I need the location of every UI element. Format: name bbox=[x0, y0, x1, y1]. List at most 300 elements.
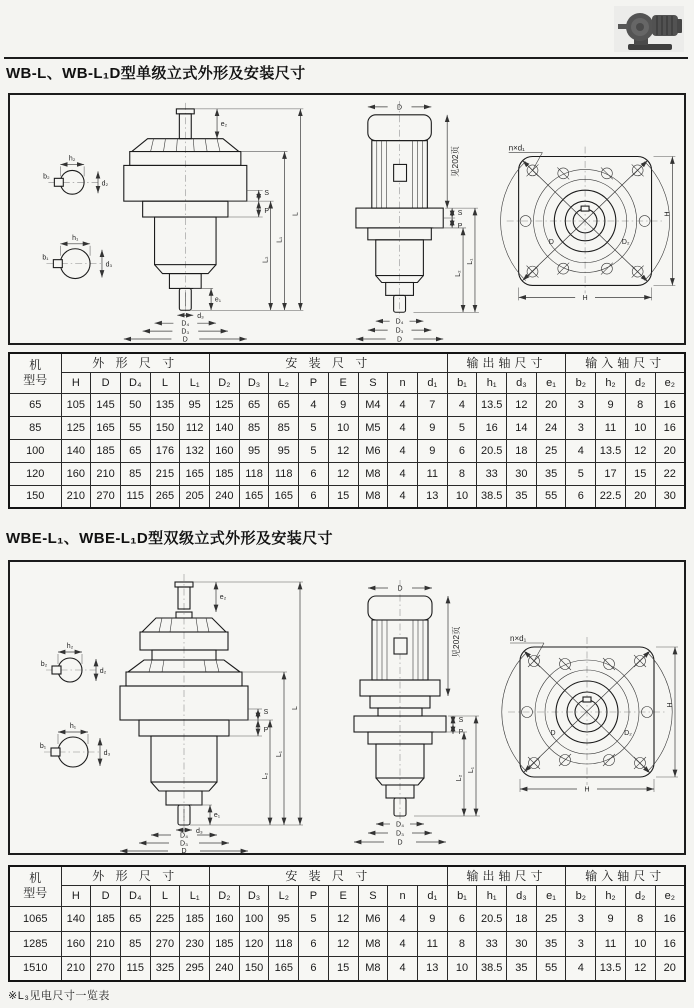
value-cell: 16 bbox=[477, 416, 507, 439]
value-cell: 6 bbox=[299, 956, 329, 981]
value-cell: 125 bbox=[210, 393, 240, 416]
table-row bbox=[9, 439, 685, 462]
column-header: d₁ bbox=[417, 885, 447, 906]
dim-label-plan-h-bottom: H bbox=[584, 786, 590, 794]
value-cell: 185 bbox=[180, 906, 210, 931]
value-cell: 165 bbox=[269, 956, 299, 981]
dim-label-plan-d2: D₂ bbox=[621, 238, 630, 246]
value-cell: 65 bbox=[120, 439, 150, 462]
value-cell: 65 bbox=[239, 393, 269, 416]
top-rule bbox=[4, 57, 688, 59]
value-cell: 145 bbox=[91, 393, 121, 416]
dim-label-d3-elev: d₃ bbox=[196, 828, 203, 835]
value-cell: 22 bbox=[655, 462, 685, 485]
dim-label-motor-d: D bbox=[397, 585, 403, 593]
column-header: h₁ bbox=[477, 372, 507, 393]
value-cell: 12 bbox=[625, 956, 655, 981]
model-cell: 65 bbox=[9, 393, 61, 416]
value-cell: 33 bbox=[477, 931, 507, 956]
value-cell: 16 bbox=[655, 906, 685, 931]
value-cell: 35 bbox=[507, 956, 537, 981]
value-cell: M8 bbox=[358, 931, 388, 956]
value-cell: 176 bbox=[150, 439, 180, 462]
dim-label-p: P bbox=[264, 208, 269, 216]
dim-label-motor-s: S bbox=[458, 717, 464, 724]
value-cell: 85 bbox=[120, 931, 150, 956]
column-header: h₂ bbox=[596, 885, 626, 906]
value-cell: 120 bbox=[239, 931, 269, 956]
column-header: D₄ bbox=[120, 372, 150, 393]
value-cell: 140 bbox=[61, 906, 91, 931]
value-cell: 12 bbox=[328, 906, 358, 931]
model-cell: 85 bbox=[9, 416, 61, 439]
model-cell: 1510 bbox=[9, 956, 61, 981]
value-cell: 4 bbox=[388, 439, 418, 462]
column-group-header: 输出轴尺寸 bbox=[447, 866, 566, 885]
value-cell: 240 bbox=[210, 485, 240, 508]
column-header: d₂ bbox=[625, 372, 655, 393]
dimension-table-single-stage bbox=[8, 352, 686, 509]
input-shaft-section-drawing bbox=[43, 155, 108, 194]
value-cell: 6 bbox=[299, 485, 329, 508]
value-cell: 85 bbox=[269, 416, 299, 439]
value-cell: 16 bbox=[655, 393, 685, 416]
dim-label-plan-h-right: H bbox=[664, 211, 672, 217]
dim-label-l1: L₁ bbox=[276, 750, 283, 758]
dim-label-b1: b₁ bbox=[39, 743, 47, 750]
value-cell: 85 bbox=[120, 462, 150, 485]
value-cell: 118 bbox=[269, 931, 299, 956]
dim-label-h2: h₂ bbox=[66, 643, 74, 650]
value-cell: 35 bbox=[536, 931, 566, 956]
value-cell: 12 bbox=[328, 439, 358, 462]
product-photo bbox=[612, 4, 686, 54]
column-header: e₁ bbox=[536, 372, 566, 393]
bolt-hole-callout: n×d₁ bbox=[508, 143, 525, 153]
value-cell: 230 bbox=[180, 931, 210, 956]
value-cell: 11 bbox=[417, 931, 447, 956]
dim-label-motor-l1: L₁ bbox=[468, 766, 475, 774]
value-cell: 11 bbox=[417, 462, 447, 485]
model-cell: 1065 bbox=[9, 906, 61, 931]
column-header: H bbox=[61, 885, 91, 906]
dim-label-h1: h₁ bbox=[69, 723, 77, 730]
value-cell: M6 bbox=[358, 439, 388, 462]
value-cell: 8 bbox=[625, 393, 655, 416]
value-cell: 15 bbox=[328, 956, 358, 981]
value-cell: 95 bbox=[269, 439, 299, 462]
model-cell: 1285 bbox=[9, 931, 61, 956]
value-cell: 6 bbox=[299, 462, 329, 485]
value-cell: 13 bbox=[417, 956, 447, 981]
value-cell: 20.5 bbox=[477, 906, 507, 931]
value-cell: 5 bbox=[447, 416, 477, 439]
table-row bbox=[9, 462, 685, 485]
value-cell: 165 bbox=[91, 416, 121, 439]
column-header: n bbox=[388, 885, 418, 906]
dim-label-motor-d4: D₄ bbox=[396, 821, 404, 829]
value-cell: 150 bbox=[150, 416, 180, 439]
value-cell: 4 bbox=[388, 956, 418, 981]
flange-top-view-drawing bbox=[502, 634, 678, 794]
value-cell: 160 bbox=[61, 931, 91, 956]
dim-label-d2: d₂ bbox=[101, 180, 109, 188]
value-cell: 160 bbox=[61, 462, 91, 485]
value-cell: 38.5 bbox=[477, 485, 507, 508]
dim-label-motor-s: S bbox=[457, 210, 463, 218]
column-group-header: 输出轴尺寸 bbox=[447, 353, 566, 372]
column-header: L₂ bbox=[269, 885, 299, 906]
table-row bbox=[9, 416, 685, 439]
dim-label-d2: d₂ bbox=[99, 668, 107, 675]
value-cell: 10 bbox=[625, 416, 655, 439]
value-cell: 55 bbox=[536, 485, 566, 508]
value-cell: 11 bbox=[596, 931, 626, 956]
column-header: d₁ bbox=[417, 372, 447, 393]
value-cell: 4 bbox=[388, 462, 418, 485]
value-cell: 112 bbox=[180, 416, 210, 439]
column-header: D₃ bbox=[239, 885, 269, 906]
column-header-model: 机 型号 bbox=[9, 353, 61, 393]
value-cell: 4 bbox=[566, 439, 596, 462]
value-cell: 115 bbox=[120, 956, 150, 981]
value-cell: 18 bbox=[507, 906, 537, 931]
value-cell: 6 bbox=[566, 485, 596, 508]
value-cell: 12 bbox=[328, 931, 358, 956]
model-cell: 100 bbox=[9, 439, 61, 462]
model-cell: 120 bbox=[9, 462, 61, 485]
value-cell: 185 bbox=[210, 462, 240, 485]
column-header: b₁ bbox=[447, 885, 477, 906]
bolt-hole-callout: n×d₁ bbox=[510, 634, 527, 643]
value-cell: 12 bbox=[328, 462, 358, 485]
value-cell: 8 bbox=[447, 462, 477, 485]
column-header: n bbox=[388, 372, 418, 393]
value-cell: 6 bbox=[447, 906, 477, 931]
value-cell: 225 bbox=[150, 906, 180, 931]
dim-label-l: L bbox=[292, 706, 299, 710]
value-cell: 140 bbox=[210, 416, 240, 439]
value-cell: 9 bbox=[417, 439, 447, 462]
value-cell: 185 bbox=[91, 439, 121, 462]
motor-reducer-elevation-drawing bbox=[356, 101, 479, 343]
value-cell: M6 bbox=[358, 906, 388, 931]
value-cell: 13.5 bbox=[477, 393, 507, 416]
value-cell: 270 bbox=[150, 931, 180, 956]
value-cell: 35 bbox=[507, 485, 537, 508]
value-cell: 65 bbox=[269, 393, 299, 416]
value-cell: 10 bbox=[625, 931, 655, 956]
value-cell: 210 bbox=[61, 956, 91, 981]
dim-label-p: P bbox=[263, 727, 269, 734]
value-cell: 140 bbox=[61, 439, 91, 462]
column-group-header: 外 形 尺 寸 bbox=[61, 866, 210, 885]
value-cell: 9 bbox=[596, 393, 626, 416]
value-cell: 5 bbox=[299, 416, 329, 439]
value-cell: 3 bbox=[566, 906, 596, 931]
value-cell: 125 bbox=[61, 416, 91, 439]
value-cell: 4 bbox=[388, 485, 418, 508]
value-cell: 160 bbox=[210, 439, 240, 462]
value-cell: 165 bbox=[239, 485, 269, 508]
dim-label-motor-dd: D bbox=[397, 336, 403, 343]
value-cell: 325 bbox=[150, 956, 180, 981]
dim-label-motor-p: P bbox=[458, 729, 464, 736]
dim-label-plan-h-bottom: H bbox=[582, 294, 588, 302]
value-cell: 4 bbox=[388, 931, 418, 956]
value-cell: 15 bbox=[625, 462, 655, 485]
value-cell: 115 bbox=[120, 485, 150, 508]
column-header: S bbox=[358, 372, 388, 393]
reducer-elevation-drawing bbox=[124, 103, 304, 343]
column-header: e₂ bbox=[655, 372, 685, 393]
dim-label-motor-dd: D bbox=[397, 839, 403, 847]
column-group-header: 安 装 尺 寸 bbox=[210, 353, 448, 372]
value-cell: 185 bbox=[210, 931, 240, 956]
value-cell: M4 bbox=[358, 393, 388, 416]
drawing-panel-single-stage bbox=[8, 93, 686, 345]
dim-label-l: L bbox=[292, 212, 300, 216]
dim-label-motor-l1: L₁ bbox=[466, 258, 474, 265]
column-header: b₂ bbox=[566, 372, 596, 393]
dim-label-l2: L₂ bbox=[262, 772, 269, 780]
value-cell: 38.5 bbox=[477, 956, 507, 981]
dim-label-s: S bbox=[264, 190, 269, 198]
dim-label-plan-d: D bbox=[550, 730, 556, 737]
dim-label-motor-p: P bbox=[457, 222, 463, 230]
dim-label-d3: d₃ bbox=[103, 750, 111, 757]
value-cell: 55 bbox=[120, 416, 150, 439]
value-cell: 13.5 bbox=[596, 956, 626, 981]
dim-label-e1: e₁ bbox=[214, 296, 222, 304]
value-cell: 132 bbox=[180, 439, 210, 462]
reducer-elevation-drawing bbox=[120, 574, 303, 853]
flange-top-view-drawing bbox=[501, 144, 676, 302]
value-cell: 295 bbox=[180, 956, 210, 981]
value-cell: 20 bbox=[625, 485, 655, 508]
dim-label-plan-h-right: H bbox=[667, 702, 674, 708]
value-cell: 5 bbox=[299, 439, 329, 462]
value-cell: 185 bbox=[91, 906, 121, 931]
column-header: D₄ bbox=[120, 885, 150, 906]
value-cell: 17 bbox=[596, 462, 626, 485]
dim-label-d4cap: D₄ bbox=[181, 320, 190, 328]
model-cell: 150 bbox=[9, 485, 61, 508]
value-cell: 30 bbox=[507, 931, 537, 956]
value-cell: 20 bbox=[655, 956, 685, 981]
single-stage-drawing bbox=[10, 95, 684, 343]
dim-label-b2: b₂ bbox=[43, 173, 50, 181]
value-cell: 95 bbox=[180, 393, 210, 416]
value-cell: 12 bbox=[625, 439, 655, 462]
value-cell: 50 bbox=[120, 393, 150, 416]
value-cell: 100 bbox=[239, 906, 269, 931]
value-cell: 5 bbox=[299, 906, 329, 931]
column-group-header: 输入轴尺寸 bbox=[566, 353, 685, 372]
value-cell: M8 bbox=[358, 462, 388, 485]
column-header: H bbox=[61, 372, 91, 393]
see-page-note: 见202页 bbox=[451, 626, 461, 658]
column-header: d₃ bbox=[507, 885, 537, 906]
value-cell: 20.5 bbox=[477, 439, 507, 462]
value-cell: 35 bbox=[536, 462, 566, 485]
dim-label-b1: b₁ bbox=[42, 254, 49, 262]
dim-label-d3cap: D₃ bbox=[181, 328, 190, 336]
output-shaft-section-drawing bbox=[42, 235, 112, 279]
column-header: e₂ bbox=[655, 885, 685, 906]
motor-reducer-elevation-drawing bbox=[354, 580, 480, 847]
dim-label-motor-d3: D₃ bbox=[396, 830, 404, 838]
column-group-header: 安 装 尺 寸 bbox=[210, 866, 448, 885]
value-cell: 270 bbox=[91, 956, 121, 981]
value-cell: 150 bbox=[239, 956, 269, 981]
dim-label-motor-d3: D₃ bbox=[395, 327, 404, 335]
value-cell: 30 bbox=[655, 485, 685, 508]
value-cell: 3 bbox=[566, 393, 596, 416]
value-cell: 30 bbox=[507, 462, 537, 485]
value-cell: 4 bbox=[566, 956, 596, 981]
value-cell: 4 bbox=[388, 393, 418, 416]
value-cell: 65 bbox=[120, 906, 150, 931]
value-cell: M8 bbox=[358, 956, 388, 981]
column-header: S bbox=[358, 885, 388, 906]
value-cell: 118 bbox=[239, 462, 269, 485]
value-cell: 210 bbox=[91, 931, 121, 956]
column-header: e₁ bbox=[536, 885, 566, 906]
value-cell: 210 bbox=[61, 485, 91, 508]
dim-label-d3-elev: d₃ bbox=[197, 313, 204, 321]
value-cell: 20 bbox=[655, 439, 685, 462]
column-header: L₁ bbox=[180, 372, 210, 393]
value-cell: 240 bbox=[210, 956, 240, 981]
dim-label-motor-l2: L₂ bbox=[455, 270, 463, 277]
value-cell: 6 bbox=[299, 931, 329, 956]
value-cell: 9 bbox=[328, 393, 358, 416]
column-header: d₂ bbox=[625, 885, 655, 906]
column-header: D bbox=[91, 372, 121, 393]
value-cell: 18 bbox=[507, 439, 537, 462]
dim-label-h1: h₁ bbox=[72, 234, 79, 242]
value-cell: M8 bbox=[358, 485, 388, 508]
table-row bbox=[9, 906, 685, 931]
column-header: P bbox=[299, 885, 329, 906]
column-header: L₂ bbox=[269, 372, 299, 393]
section-title-single-stage: WB-L、WB-L₁D型单级立式外形及安装尺寸 bbox=[6, 65, 306, 82]
column-header: h₁ bbox=[477, 885, 507, 906]
dim-label-motor-l2: L₂ bbox=[456, 774, 463, 782]
see-page-note: 见202页 bbox=[450, 146, 461, 177]
column-header: D₂ bbox=[210, 372, 240, 393]
dim-label-d3: d₃ bbox=[105, 261, 113, 269]
value-cell: 210 bbox=[91, 462, 121, 485]
value-cell: 10 bbox=[447, 956, 477, 981]
table-row bbox=[9, 485, 685, 508]
column-header: L bbox=[150, 372, 180, 393]
column-header: d₃ bbox=[507, 372, 537, 393]
table-row bbox=[9, 956, 685, 981]
value-cell: 16 bbox=[655, 931, 685, 956]
value-cell: 16 bbox=[655, 416, 685, 439]
value-cell: 160 bbox=[210, 906, 240, 931]
dim-label-dcap: D bbox=[181, 848, 187, 853]
double-stage-drawing bbox=[10, 562, 684, 853]
value-cell: 25 bbox=[536, 439, 566, 462]
value-cell: 15 bbox=[328, 485, 358, 508]
dimension-table-double-stage bbox=[8, 865, 686, 982]
table-row bbox=[9, 931, 685, 956]
section-title-double-stage: WBE-L₁、WBE-L₁D型双级立式外形及安装尺寸 bbox=[6, 530, 333, 547]
column-header: b₂ bbox=[566, 885, 596, 906]
dim-label-dcap: D bbox=[182, 336, 188, 343]
value-cell: 10 bbox=[328, 416, 358, 439]
dim-label-s: S bbox=[263, 709, 269, 716]
value-cell: 3 bbox=[566, 931, 596, 956]
dim-label-plan-d: D bbox=[548, 238, 554, 246]
value-cell: 135 bbox=[150, 393, 180, 416]
dim-label-motor-d4: D₄ bbox=[395, 318, 404, 326]
dim-label-e2: e₂ bbox=[220, 120, 228, 128]
dim-label-l1: L₁ bbox=[276, 236, 284, 243]
value-cell: 4 bbox=[388, 416, 418, 439]
value-cell: M5 bbox=[358, 416, 388, 439]
dim-label-e1: e₁ bbox=[213, 812, 221, 819]
column-header-model: 机 型号 bbox=[9, 866, 61, 906]
value-cell: 85 bbox=[239, 416, 269, 439]
column-header: D₃ bbox=[239, 372, 269, 393]
input-shaft-section-drawing bbox=[41, 643, 107, 682]
footnote: ※L₃见电尺寸一览表 bbox=[8, 990, 110, 1002]
value-cell: 265 bbox=[150, 485, 180, 508]
value-cell: 9 bbox=[417, 416, 447, 439]
value-cell: 24 bbox=[536, 416, 566, 439]
value-cell: 14 bbox=[507, 416, 537, 439]
value-cell: 22.5 bbox=[596, 485, 626, 508]
value-cell: 20 bbox=[536, 393, 566, 416]
column-header: E bbox=[328, 372, 358, 393]
column-header: h₂ bbox=[596, 372, 626, 393]
value-cell: 10 bbox=[447, 485, 477, 508]
value-cell: 12 bbox=[507, 393, 537, 416]
value-cell: 8 bbox=[625, 906, 655, 931]
value-cell: 105 bbox=[61, 393, 91, 416]
value-cell: 25 bbox=[536, 906, 566, 931]
column-header: D bbox=[91, 885, 121, 906]
value-cell: 9 bbox=[596, 906, 626, 931]
column-group-header: 输入轴尺寸 bbox=[566, 866, 685, 885]
dim-label-h2: h₂ bbox=[68, 155, 76, 163]
drawing-panel-double-stage bbox=[8, 560, 686, 855]
value-cell: 11 bbox=[596, 416, 626, 439]
value-cell: 13.5 bbox=[596, 439, 626, 462]
column-header: L₁ bbox=[180, 885, 210, 906]
value-cell: 6 bbox=[447, 439, 477, 462]
value-cell: 7 bbox=[417, 393, 447, 416]
value-cell: 4 bbox=[388, 906, 418, 931]
dim-label-motor-d: D bbox=[397, 104, 403, 112]
value-cell: 4 bbox=[447, 393, 477, 416]
dim-label-plan-d2: D₂ bbox=[624, 730, 632, 737]
column-group-header: 外 形 尺 寸 bbox=[61, 353, 210, 372]
value-cell: 13 bbox=[417, 485, 447, 508]
value-cell: 270 bbox=[91, 485, 121, 508]
value-cell: 95 bbox=[269, 906, 299, 931]
dim-label-d3cap: D₃ bbox=[180, 840, 188, 848]
value-cell: 9 bbox=[417, 906, 447, 931]
column-header: D₂ bbox=[210, 885, 240, 906]
column-header: L bbox=[150, 885, 180, 906]
output-shaft-section-drawing bbox=[40, 723, 111, 767]
value-cell: 165 bbox=[269, 485, 299, 508]
